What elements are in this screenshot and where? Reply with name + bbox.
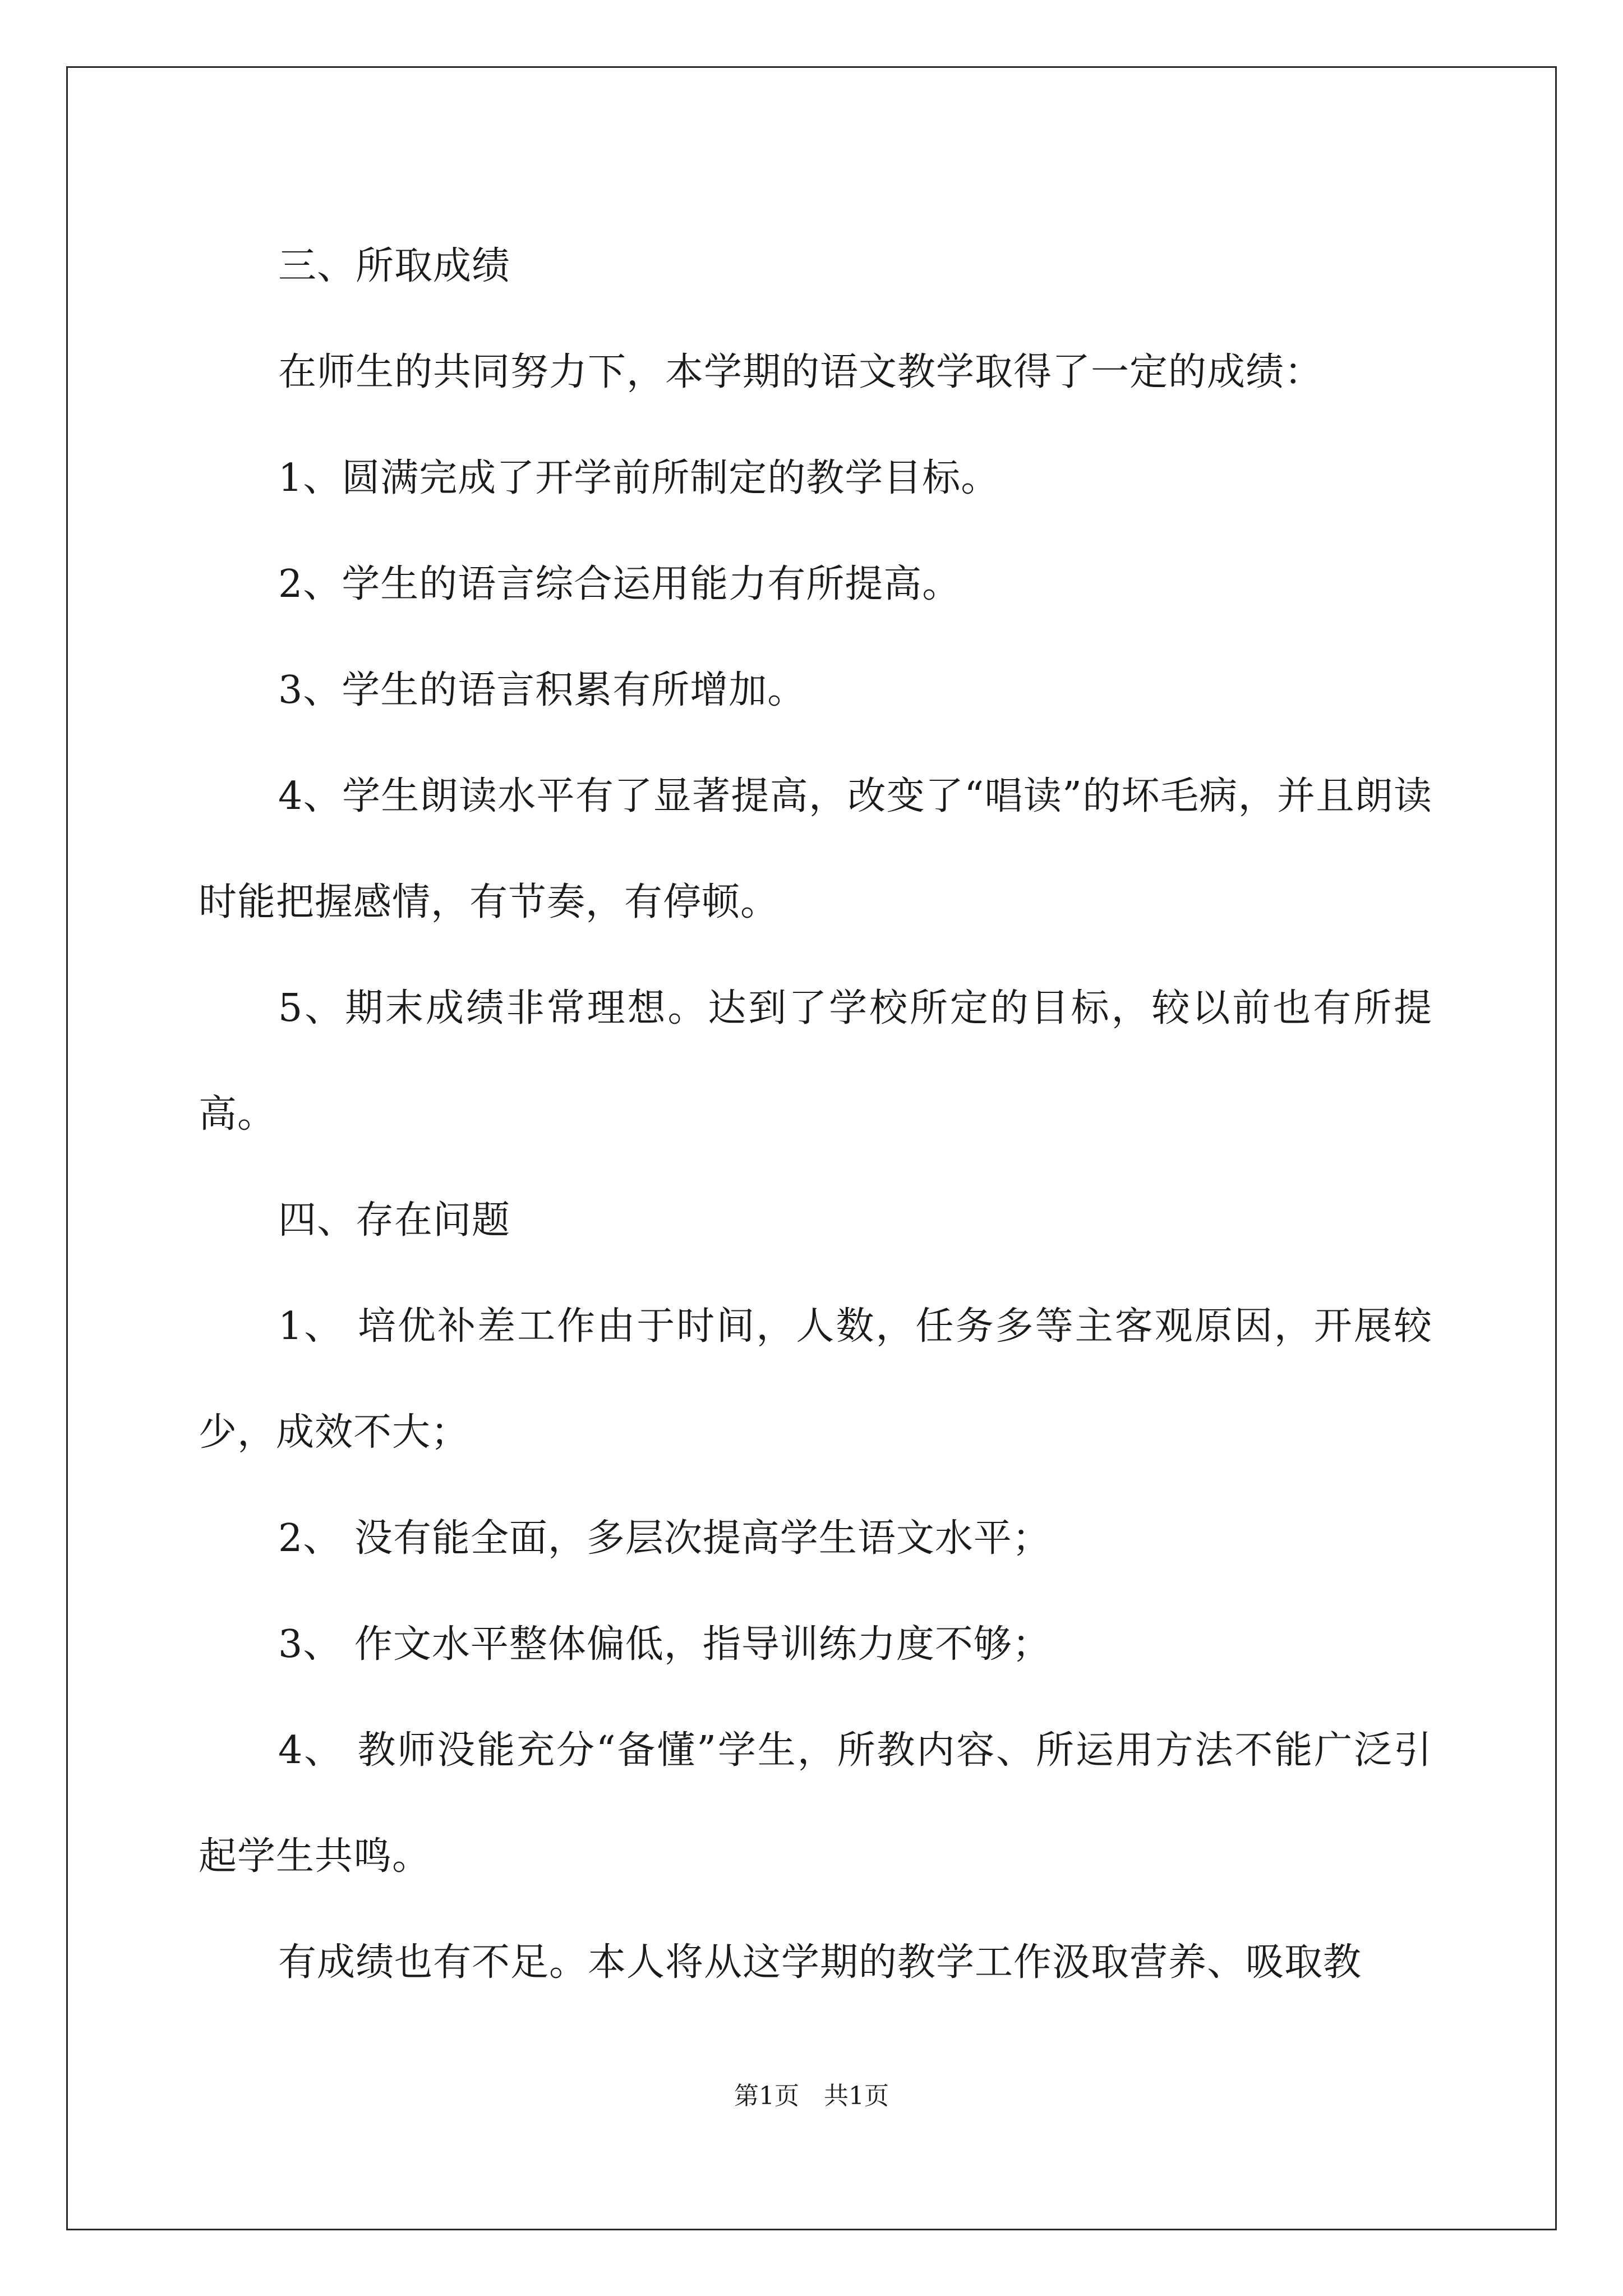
- list-item-achievement-4: 4、学生朗读水平有了显著提高，改变了“唱读”的坏毛病，并且朗读时能把握感情，有节奏，有停顿。: [199, 774, 1432, 924]
- section-heading-achievements: 三、所取成绩: [278, 244, 511, 288]
- page-footer: 第1页 共1页: [734, 2082, 889, 2110]
- list-item-achievement-5: 5、期末成绩非常理想。达到了学校所定的目标，较以前也有所提高。: [199, 986, 1432, 1137]
- list-item-problem-1: 1、 培优补差工作由于时间，人数，任务多等主客观原因，开展较少，成效不大；: [199, 1304, 1432, 1455]
- list-item-achievement-1: 1、圆满完成了开学前所制定的教学目标。: [278, 456, 1000, 500]
- paragraph-intro: 在师生的共同努力下，本学期的语文教学取得了一定的成绩：: [278, 350, 1324, 394]
- list-item-problem-3: 3、 作文水平整体偏低，指导训练力度不够；: [278, 1622, 1051, 1667]
- paragraph-conclusion: 有成绩也有不足。本人将从这学期的教学工作汲取营养、吸取教: [278, 1940, 1362, 1985]
- list-item-achievement-3: 3、学生的语言积累有所增加。: [278, 668, 806, 712]
- document-body: [199, 213, 1432, 2016]
- list-item-achievement-2: 2、学生的语言综合运用能力有所提高。: [278, 562, 961, 606]
- list-item-problem-4: 4、 教师没能充分“备懂”学生，所教内容、所运用方法不能广泛引起学生共鸣。: [199, 1728, 1432, 1879]
- section-heading-problems: 四、存在问题: [278, 1198, 511, 1243]
- list-item-problem-2: 2、 没有能全面，多层次提高学生语文水平；: [278, 1516, 1051, 1561]
